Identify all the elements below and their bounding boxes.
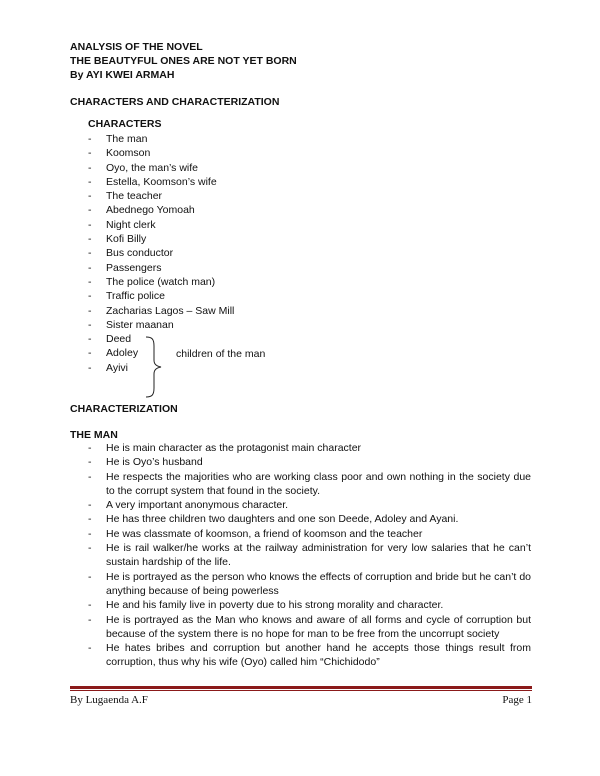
point-text: He respects the majorities who are working class poor and own nothing in the society due to the corrupt system that found in the society.	[106, 470, 531, 497]
bullet-dash: -	[88, 218, 92, 231]
bullet-dash: -	[88, 233, 92, 246]
character-name: The man	[106, 133, 148, 145]
character-item	[0, 161, 600, 175]
character-name: Oyo, the man’s wife	[106, 161, 199, 174]
bullet-dash: -	[88, 442, 92, 454]
bullet-dash: -	[88, 147, 92, 160]
footer-author: By Lugaenda A.F	[70, 694, 148, 706]
bullet-dash: -	[88, 613, 92, 626]
the-man-points	[0, 441, 600, 670]
the-man-point	[0, 570, 600, 599]
bullet-dash: -	[88, 570, 92, 583]
bullet-dash: -	[88, 304, 92, 317]
footer-page-number: Page 1	[502, 694, 532, 706]
character-name: Night clerk	[106, 218, 156, 231]
bullet-dash: -	[88, 318, 92, 331]
bullet-dash: -	[88, 527, 92, 540]
character-item	[0, 289, 600, 303]
title-line-3: By AYI KWEI ARMAH	[70, 69, 175, 81]
bullet-dash: -	[88, 542, 92, 555]
brace-icon	[144, 336, 164, 398]
the-man-point	[0, 498, 600, 512]
character-name: Abednego Yomoah	[106, 204, 195, 217]
the-man-point	[0, 455, 600, 469]
children-label: children of the man	[176, 348, 266, 360]
bullet-dash: -	[88, 247, 92, 260]
footer-rule-thin	[70, 690, 532, 691]
character-name: Ayivi	[106, 361, 128, 374]
character-name: The teacher	[106, 190, 163, 203]
characters-heading: CHARACTERS	[88, 118, 162, 130]
bullet-dash: -	[88, 499, 92, 512]
character-item	[0, 304, 600, 318]
footer-rule	[70, 686, 532, 689]
character-name: Koomson	[106, 147, 151, 160]
point-text: He is rail walker/he works at the railway administration for very low salaries that he can’t sustain hardship of the life.	[106, 542, 531, 569]
the-man-point	[0, 441, 600, 455]
bullet-dash: -	[88, 333, 92, 346]
bullet-dash: -	[88, 261, 92, 274]
character-name: Estella, Koomson’s wife	[106, 175, 217, 188]
point-text: A very important anonymous character.	[106, 499, 289, 512]
bullet-dash: -	[88, 204, 92, 217]
section-heading: CHARACTERS AND CHARACTERIZATION	[70, 96, 280, 108]
character-item	[0, 246, 600, 260]
the-man-point	[0, 613, 600, 642]
character-name: Bus conductor	[106, 247, 174, 260]
bullet-dash: -	[88, 642, 92, 655]
bullet-dash: -	[88, 190, 92, 203]
character-item	[0, 275, 600, 289]
bullet-dash: -	[88, 275, 92, 288]
the-man-point	[0, 598, 600, 612]
point-text: He has three children two daughters and one son Deede, Adoley and Ayani.	[106, 513, 459, 526]
bullet-dash: -	[88, 161, 92, 174]
bullet-dash: -	[88, 456, 92, 469]
character-item	[0, 132, 600, 146]
point-text: He is Oyo’s husband	[106, 456, 203, 469]
character-item	[0, 175, 600, 189]
character-item	[0, 232, 600, 246]
bullet-dash: -	[88, 361, 92, 374]
bullet-dash: -	[88, 133, 92, 145]
the-man-point	[0, 641, 600, 670]
character-name: Kofi Billy	[106, 233, 147, 246]
character-name: Zacharias Lagos – Saw Mill	[106, 304, 235, 317]
bullet-dash: -	[88, 175, 92, 188]
character-name: Deed	[106, 333, 132, 346]
character-item	[0, 332, 600, 346]
character-name: Sister maanan	[106, 318, 174, 331]
bullet-dash: -	[88, 599, 92, 612]
character-name: Adoley	[106, 347, 139, 360]
character-item	[0, 146, 600, 160]
character-item	[0, 203, 600, 217]
point-text: He is portrayed as the Man who knows and aware of all forms and cycle of corruption but because of the system there is no hope for man to be free from the uncorrupt society	[106, 613, 531, 640]
characters-list	[0, 132, 600, 375]
the-man-heading: THE MAN	[70, 429, 118, 441]
point-text: He and his family live in poverty due to his strong morality and character.	[106, 599, 444, 612]
bullet-dash: -	[88, 470, 92, 483]
point-text: He was classmate of koomson, a friend of koomson and the teacher	[106, 527, 423, 540]
title-line-2: THE BEAUTYFUL ONES ARE NOT YET BORN	[70, 55, 297, 67]
bullet-dash: -	[88, 347, 92, 360]
character-item	[0, 346, 600, 360]
title-line-1: ANALYSIS OF THE NOVEL	[70, 41, 203, 53]
point-text: He is portrayed as the person who knows the effects of corruption and bride but he can’t do anything because of being powerless	[106, 570, 531, 597]
bullet-dash: -	[88, 290, 92, 303]
characterization-heading: CHARACTERIZATION	[70, 403, 178, 415]
character-item	[0, 261, 600, 275]
character-item	[0, 318, 600, 332]
character-name: Traffic police	[106, 290, 165, 303]
character-item	[0, 189, 600, 203]
the-man-point	[0, 541, 600, 570]
character-name: Passengers	[106, 261, 162, 274]
character-name: The police (watch man)	[106, 275, 216, 288]
the-man-point	[0, 512, 600, 526]
point-text: He hates bribes and corruption but another hand he accepts those things result from corruption, thus why his wife (Oyo) called him “Chichidodo”	[106, 642, 531, 669]
character-item	[0, 361, 600, 375]
bullet-dash: -	[88, 513, 92, 526]
character-item	[0, 218, 600, 232]
the-man-point	[0, 527, 600, 541]
the-man-point	[0, 470, 600, 499]
point-text: He is main character as the protagonist main character	[106, 442, 362, 454]
